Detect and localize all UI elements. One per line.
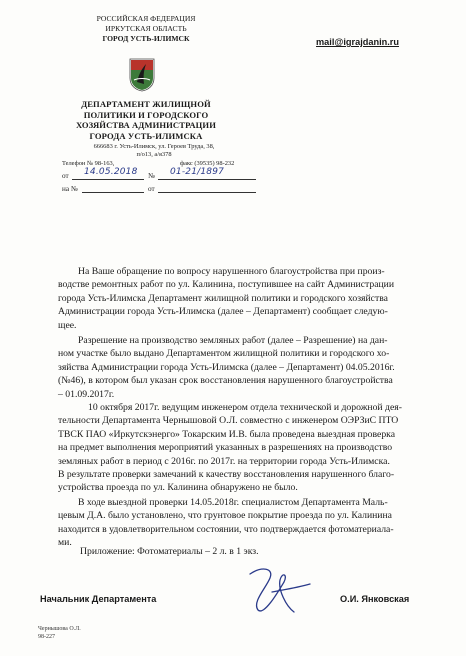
coat-of-arms-icon — [128, 58, 156, 92]
text-line: щее. — [58, 319, 77, 331]
number-prefix: № — [148, 172, 155, 180]
text-line: В результате проверки замечаний к качеству восстановления нарушенного благо- — [58, 469, 395, 481]
text-line: На Ваше обращение по вопросу нарушенного благоустройства при произ- — [78, 266, 385, 277]
department-line-3: ХОЗЯЙСТВА АДМИНИСТРАЦИИ — [76, 120, 216, 130]
text-line: В ходе выездной проверки 14.05.2018г. специалистом Департамента Маль- — [78, 497, 388, 508]
paragraph-3 — [58, 401, 446, 495]
address-line-2: п/о13, а/я378 — [136, 151, 172, 158]
paragraph-1 — [58, 265, 446, 332]
text-line: земляных работ в период с 2016г. по 2017г. на территории города Усть-Илимска. — [58, 455, 390, 467]
reference-prefix: на № — [62, 185, 78, 193]
text-line: цевым Д.А. было установлено, что грунтовое покрытие проезда по ул. Калинина — [58, 510, 392, 522]
text-line: находится в удовлетворительном состоянии, что подтверждается фотоматериала- — [58, 523, 394, 535]
signatory-name: О.И. Янковская — [340, 594, 410, 604]
department-line-2: ПОЛИТИКИ И ГОРОДСКОГО — [83, 109, 209, 120]
paragraph-2 — [58, 334, 446, 401]
text-line: ми. — [58, 537, 72, 549]
text-line: (№46), в котором был указан срок восстановления нарушенного благоустройства — [58, 375, 393, 387]
text-line: водстве ремонтных работ по ул. Калинина, поступившее на сайт Администрации — [58, 279, 395, 291]
registration-date-number — [62, 167, 262, 183]
executor-name: Чернышова О.Л. — [38, 626, 81, 632]
text-line: – 01.09.2017г. — [58, 388, 115, 400]
phone-number: Телефон № 98-163, — [62, 160, 115, 167]
department-line-4: ГОРОДА УСТЬ-ИЛИМСКА — [89, 130, 203, 141]
attachment-note: Приложение: Фотоматериалы – 2 л. в 1 экз. — [80, 546, 259, 557]
text-line: зяйства Администрации города Усть-Илимска (далее – Департамент) 04.05.2016г. — [58, 361, 395, 373]
text-line: ТВСК ПАО «Иркутскэнерго» Токарским И.В. была проведена выездная проверка — [58, 428, 396, 440]
letterhead-city: ГОРОД УСТЬ-ИЛИМСК — [102, 34, 190, 43]
text-line: Администрации города Усть-Илимска (далее – Департамент) сообщает следую- — [58, 306, 388, 318]
date-prefix: от — [62, 172, 69, 180]
number-handwritten: 01-21/1897 — [170, 167, 225, 177]
letterhead-country: РОССИЙСКАЯ ФЕДЕРАЦИЯ — [96, 14, 196, 23]
reference-row — [62, 184, 262, 196]
fax-number: факс (39535) 98-232 — [180, 160, 235, 167]
text-line: на предмет выполнения мероприятий указанных в разрешениях на производство — [58, 442, 393, 454]
reference-from: от — [148, 185, 155, 193]
email-link[interactable]: mail@igrajdanin.ru — [316, 37, 399, 47]
department-line-1: ДЕПАРТАМЕНТ ЖИЛИЩНОЙ — [81, 99, 211, 109]
date-handwritten: 14.05.2018 — [84, 167, 138, 177]
letterhead-region: ИРКУТСКАЯ ОБЛАСТЬ — [105, 24, 187, 33]
text-line: тельности Департамента Чернышовой О.Л. совместно с инженером ОЭРЗиС ПТО — [58, 415, 399, 427]
text-line: Разрешение на производство земляных работ (далее – Разрешение) на дан- — [78, 335, 388, 346]
executor-info — [38, 625, 81, 641]
executor-phone: 98-227 — [38, 634, 55, 640]
signatory-title: Начальник Департамента — [40, 594, 157, 604]
handwritten-signature — [232, 562, 322, 622]
text-line: 10 октября 2017г. ведущим инженером отдела технической и дорожной дея- — [88, 402, 402, 413]
text-line: города Усть-Илимска Департамент жилищной политики и городского хозяйства — [58, 292, 388, 304]
text-line: устройства проезда по ул. Калинина обнаружено не было. — [58, 482, 298, 494]
paragraph-4 — [58, 496, 446, 550]
address-line-1: 666683 г. Усть-Илимск, ул. Героев Труда, 38, — [93, 143, 215, 150]
text-line: ном участке было выдано Департаментом жилищной политики и городского хо- — [58, 348, 390, 360]
